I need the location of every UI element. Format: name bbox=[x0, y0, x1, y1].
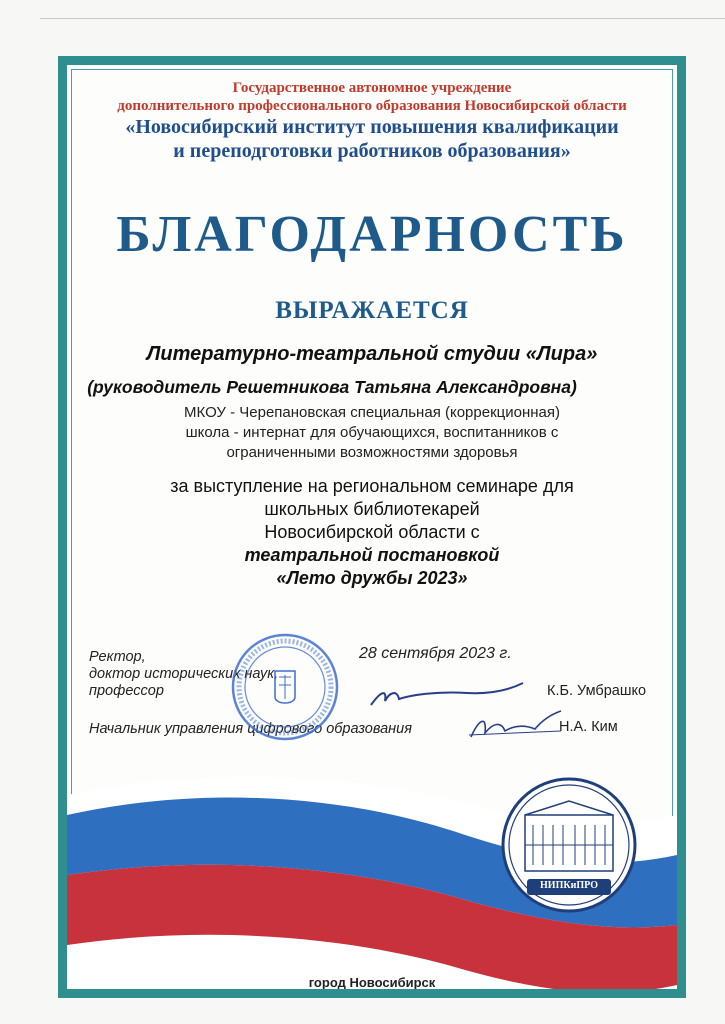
reason-line-3: Новосибирской области с bbox=[264, 522, 480, 542]
header-line-4: и переподготовки работников образования» bbox=[173, 140, 571, 162]
official-stamp bbox=[229, 631, 341, 743]
certificate-frame bbox=[58, 56, 686, 998]
page-top-edge-line bbox=[40, 18, 725, 19]
certificate-title: БЛАГОДАРНОСТЬ bbox=[116, 206, 628, 263]
institution-header-small bbox=[67, 79, 677, 115]
reason-line-2: школьных библиотекарей bbox=[264, 499, 480, 519]
header-line-3: «Новосибирский институт повышения квалификации bbox=[125, 116, 619, 138]
head-signature bbox=[465, 709, 565, 745]
reason-line-5: «Лето дружбы 2023» bbox=[276, 568, 468, 588]
header-line-1: Государственное автономное учреждение bbox=[232, 80, 512, 96]
rector-line-2: доктор исторических наук, bbox=[89, 666, 279, 682]
recipient-leader: (руководитель Решетникова Татьяна Александровна) bbox=[87, 377, 577, 397]
rector-line-1: Ректор, bbox=[89, 649, 146, 665]
recipient-name: Литературно-театральной студии «Лира» bbox=[146, 343, 598, 365]
footer-city: город Новосибирск bbox=[308, 975, 436, 990]
award-reason bbox=[67, 475, 677, 590]
certificate-date: 28 сентября 2023 г. bbox=[359, 645, 512, 662]
reason-line-4: театральной постановкой bbox=[244, 545, 500, 565]
reason-line-1: за выступление на региональном семинаре для bbox=[170, 476, 574, 496]
org-line-3: ограниченными возможностями здоровья bbox=[226, 444, 518, 461]
org-line-1: МКОУ - Черепановская специальная (коррекционная) bbox=[184, 404, 560, 421]
rector-name: К.Б. Умбрашко bbox=[547, 683, 647, 699]
org-line-2: школа - интернат для обучающихся, воспитанников с bbox=[185, 424, 559, 441]
recipient-organization bbox=[67, 403, 677, 463]
head-title: Начальник управления цифрового образования bbox=[89, 721, 412, 737]
institute-logo bbox=[499, 775, 639, 915]
institution-header-name bbox=[67, 115, 677, 163]
head-name: Н.А. Ким bbox=[559, 719, 618, 735]
certificate-subtitle: ВЫРАЖАЕТСЯ bbox=[275, 297, 469, 324]
logo-caption: НИПКиПРО bbox=[540, 880, 598, 891]
header-line-2: дополнительного профессионального образования Новосибирской области bbox=[117, 98, 627, 114]
rector-line-3: профессор bbox=[89, 683, 164, 699]
